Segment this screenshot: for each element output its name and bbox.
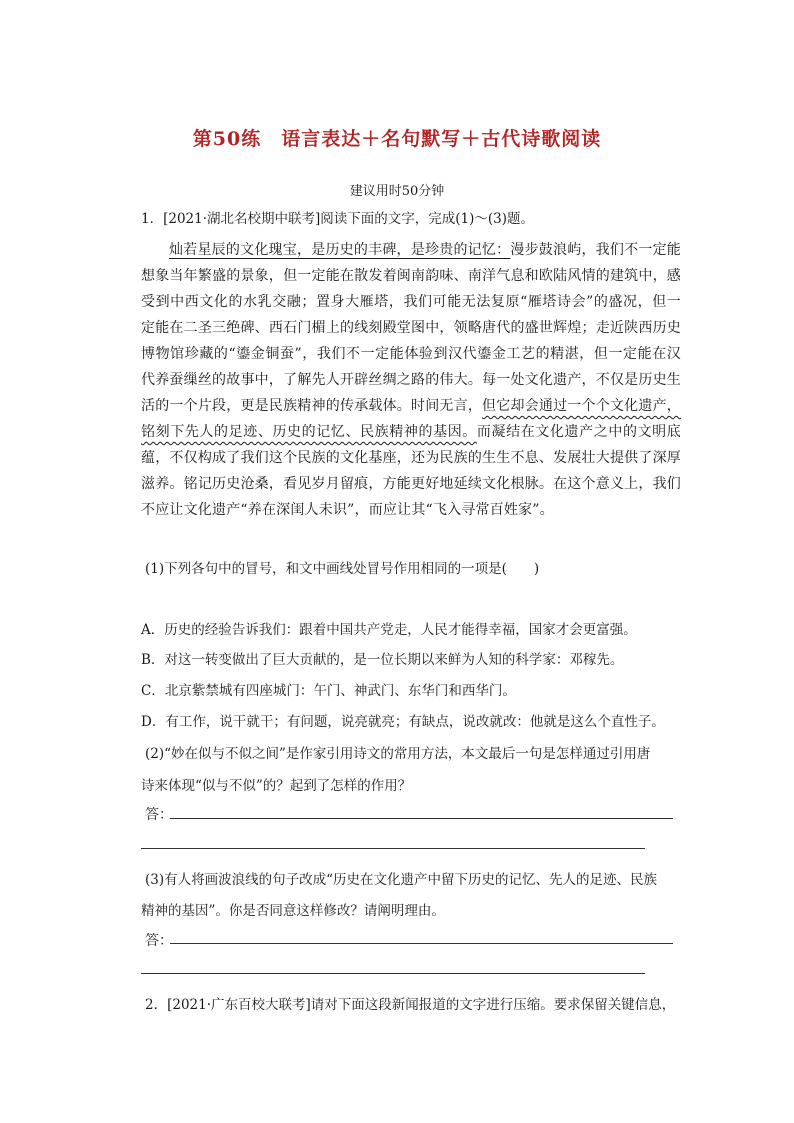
sub-question-2-line-2: 诗来体现“似与不似”的？起到了怎样的作用？ — [141, 778, 412, 794]
option-b: B．对这一转变做出了巨大贡献的，是一位长期以来鲜为人知的科学家：邓稼先。 — [141, 652, 624, 668]
question-1-heading: 1．[2021·湖北名校期中联考]阅读下面的文字，完成(1)～(3)题。 — [141, 211, 535, 227]
option-a: A．历史的经验告诉我们：跟着中国共产党走，人民才能得幸福，国家才会更富强。 — [141, 622, 637, 638]
time-hint: 建议用时50分钟 — [349, 184, 445, 199]
wavy-underlined-sentence: 但它却会通过一个个文化遗产，铭刻下先人的足迹、历史的记忆、民族精神的基因。 — [141, 398, 681, 440]
reading-passage — [141, 237, 681, 523]
option-d: D．有工作，说干就干；有问题，说亮就亮；有缺点，说改就改：他就是这么个直性子。 — [141, 714, 665, 730]
passage-part-1: 漫步鼓浪屿，我们不一定能想象当年繁盛的景象，但一定能在散发着闽南韵味、南洋气息和欧陆风情的建筑中，感受到中西文化的水乳交融；置身大雁塔，我们可能无法复原“雁塔诗会”的盛况，但一定能在二圣三绝碑、西石门楣上的线刻殿堂图中，领略唐代的盛世辉煌；走近陕西历史博物馆珍藏的“鎏金铜蚕”，我们不一定能体验到汉代鎏金工艺的精湛，但一定能在汉代养蚕缫丝的故事中，了解先人开辟丝绸之路的伟大。每一处文化遗产，不仅是历史生活的一个片段，更是民族精神的传承载体。时间无言， — [141, 242, 681, 414]
option-c: C．北京紫禁城有四座城门：午门、神武门、东华门和西华门。 — [141, 683, 516, 699]
answer-line-2b[interactable] — [141, 848, 645, 849]
sub-question-3-line-1: (3)有人将画波浪线的句子改成“历史在文化遗产中留下历史的记忆、先人的足迹、民族 — [145, 872, 658, 888]
answer-line-3a[interactable] — [170, 943, 673, 944]
answer-line-3b[interactable] — [141, 973, 645, 974]
question-2-heading: 2．[2021·广东百校大联考]请对下面这段新闻报道的文字进行压缩。要求保留关键信息， — [145, 997, 676, 1013]
sub-question-1: (1)下列各句中的冒号，和文中画线处冒号作用相同的一项是( ) — [145, 561, 540, 577]
sub-question-3-line-2: 精神的基因”。你是否同意这样修改？请阐明理由。 — [141, 903, 445, 919]
sub-question-2-line-1: (2)“妙在似与不似之间”是作家引用诗文的常用方法，本文最后一句是怎样通过引用唐 — [145, 746, 651, 762]
answer-label-2: 答： — [145, 807, 173, 823]
underlined-sentence: 灿若星辰的文化瑰宝，是历史的丰碑，是珍贵的记忆： — [169, 242, 511, 258]
answer-label-3: 答： — [145, 933, 173, 949]
answer-line-2a[interactable] — [170, 818, 673, 819]
page-title: 第50练 语言表达＋名句默写＋古代诗歌阅读 — [192, 128, 602, 150]
passage-part-2: 而凝结在文化遗产之中的文明底蕴，不仅构成了我们这个民族的文化基座，还为民族的生生不息、发展壮大提供了深厚滋养。铭记历史沧桑，看见岁月留痕，方能更好地延续文化根脉。在这个意义上，我们不应让文化遗产“养在深闺人未识”，而应让其“飞入寻常百姓家”。 — [141, 424, 681, 518]
